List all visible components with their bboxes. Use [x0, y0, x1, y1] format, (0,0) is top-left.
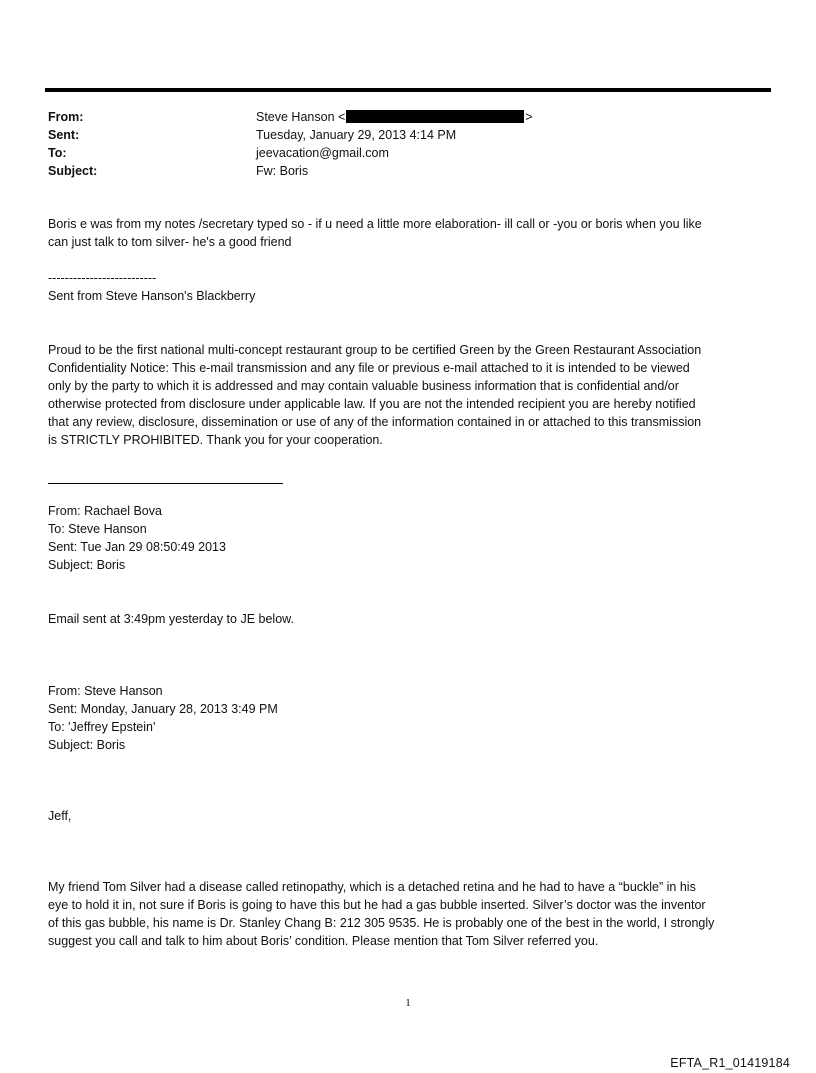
forward2-greeting [48, 807, 772, 825]
forward1-sent: Sent: Tue Jan 29 08:50:49 2013 [48, 540, 226, 554]
header-to-row [48, 144, 768, 162]
header-sent-row [48, 126, 768, 144]
to-label: To: [48, 146, 67, 160]
forward2-header [48, 682, 772, 754]
separator-rule [48, 483, 283, 484]
notice-line: only by the party to which it is addressed and may contain valuable business information that is confidential and/or [48, 379, 679, 393]
bates-number: EFTA_R1_01419184 [670, 1056, 790, 1070]
forward2-sent: Sent: Monday, January 28, 2013 3:49 PM [48, 702, 278, 716]
signature-dashes: -------------------------- [48, 271, 157, 285]
forward2-body-line: suggest you call and talk to him about Boris’ condition. Please mention that Tom Silver referred you. [48, 934, 599, 948]
notice-line: is STRICTLY PROHIBITED. Thank you for your cooperation. [48, 433, 383, 447]
subject-label: Subject: [48, 164, 98, 178]
sent-value: Tuesday, January 29, 2013 4:14 PM [256, 128, 457, 142]
top-rule [45, 88, 771, 92]
forward2-from: From: Steve Hanson [48, 684, 163, 698]
header-from-row [48, 108, 768, 126]
from-name: Steve Hanson < [256, 110, 346, 124]
forward2-to: To: 'Jeffrey Epstein' [48, 720, 156, 734]
from-end: > [525, 110, 533, 124]
confidentiality-notice [48, 341, 772, 449]
header-subject-row [48, 162, 768, 180]
forward2-subject: Subject: Boris [48, 738, 126, 752]
body-line: can just talk to tom silver- he's a good friend [48, 235, 292, 249]
notice-line: Confidentiality Notice: This e-mail transmission and any file or previous e-mail attached to it is intended to be viewed [48, 361, 690, 375]
forward1-subject: Subject: Boris [48, 558, 126, 572]
forward1-to: To: Steve Hanson [48, 522, 147, 536]
message-body [48, 215, 772, 251]
notice-line: otherwise protected from disclosure under applicable law. If you are not the intended recipient you are hereby notified [48, 397, 696, 411]
subject-value: Fw: Boris [256, 164, 309, 178]
forward2-body-line: of this gas bubble, his name is Dr. Stanley Chang B: 212 305 9535. He is probably one of the best in the world, I strongly [48, 916, 715, 930]
to-value: jeevacation@gmail.com [256, 146, 389, 160]
forward1-body [48, 610, 772, 628]
forward2-body-line: eye to hold it in, not sure if Boris is going to have this but he had a gas bubble inserted. Silver’s doctor was the inventor [48, 898, 706, 912]
body-line: Boris e was from my notes /secretary typed so - if u need a little more elaboration- ill call or -you or boris when you like [48, 217, 702, 231]
signature-text: Sent from Steve Hanson's Blackberry [48, 289, 256, 303]
notice-line: that any review, disclosure, dissemination or use of any of the information contained in or attached to this transmission [48, 415, 702, 429]
sent-label: Sent: [48, 128, 80, 142]
forward1-body-line: Email sent at 3:49pm yesterday to JE below. [48, 612, 294, 626]
signature-block [48, 269, 772, 305]
email-header [48, 108, 768, 180]
forward1-from: From: Rachael Bova [48, 504, 162, 518]
forward2-body-line: My friend Tom Silver had a disease called retinopathy, which is a detached retina and he had to have a “buckle” in his [48, 880, 696, 894]
from-label: From: [48, 110, 84, 124]
forward1-header [48, 502, 772, 574]
redaction-bar [346, 110, 524, 123]
greeting-line: Jeff, [48, 809, 72, 823]
page-number: 1 [405, 997, 411, 1009]
from-value [256, 108, 533, 126]
notice-line: Proud to be the first national multi-concept restaurant group to be certified Green by the Green Restaurant Association [48, 343, 702, 357]
forward2-body [48, 878, 772, 950]
